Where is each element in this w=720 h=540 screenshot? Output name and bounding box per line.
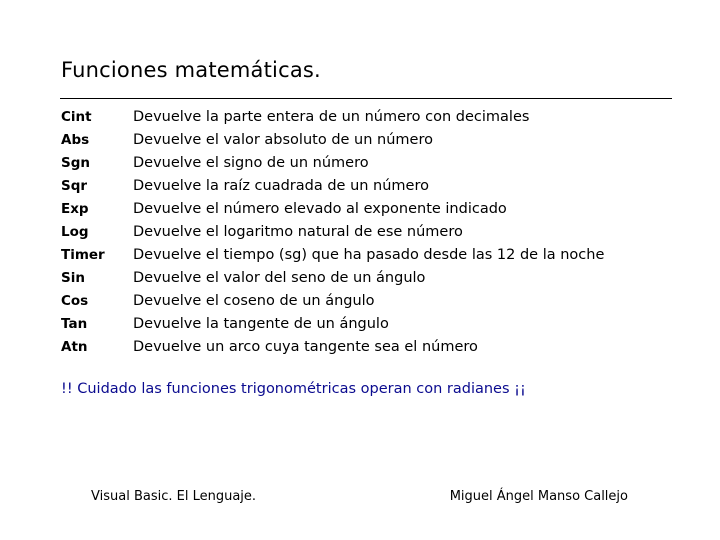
table-row [61,198,604,221]
slide-title: Funciones matemáticas. [61,58,321,82]
function-name: Exp [61,201,89,217]
radians-warning: !! Cuidado las funciones trigonométricas operan con radianes ¡¡ [61,381,526,397]
table-row [61,267,604,290]
function-description: Devuelve el valor del seno de un ángulo [133,270,426,286]
function-description: Devuelve la raíz cuadrada de un número [133,178,429,194]
function-description: Devuelve el tiempo (sg) que ha pasado desde las 12 de la noche [133,247,605,263]
function-name: Timer [61,247,105,263]
function-description: Devuelve el coseno de un ángulo [133,293,375,309]
function-description: Devuelve un arco cuya tangente sea el número [133,339,478,355]
function-name: Sqr [61,178,88,194]
function-name: Cint [61,109,92,125]
table-row [61,244,604,267]
table-row [61,152,604,175]
footer-author: Miguel Ángel Manso Callejo [449,489,628,504]
function-description: Devuelve el signo de un número [133,155,369,171]
function-name: Tan [61,316,88,332]
table-row [61,221,604,244]
function-description: Devuelve la tangente de un ángulo [133,316,389,332]
function-name: Log [61,224,89,240]
function-description: Devuelve la parte entera de un número con decimales [133,109,530,125]
function-name: Sgn [61,155,90,171]
function-name: Cos [61,293,89,309]
footer-course-title: Visual Basic. El Lenguaje. [91,489,257,504]
table-row [61,336,604,359]
table-row [61,106,604,129]
table-row [61,290,604,313]
function-description: Devuelve el logaritmo natural de ese número [133,224,463,240]
function-name: Sin [61,270,85,286]
functions-table [61,106,604,359]
function-name: Atn [61,339,88,355]
table-row [61,175,604,198]
table-row [61,129,604,152]
function-description: Devuelve el valor absoluto de un número [133,132,433,148]
table-row [61,313,604,336]
title-divider [60,98,672,99]
function-name: Abs [61,132,90,148]
function-description: Devuelve el número elevado al exponente indicado [133,201,507,217]
